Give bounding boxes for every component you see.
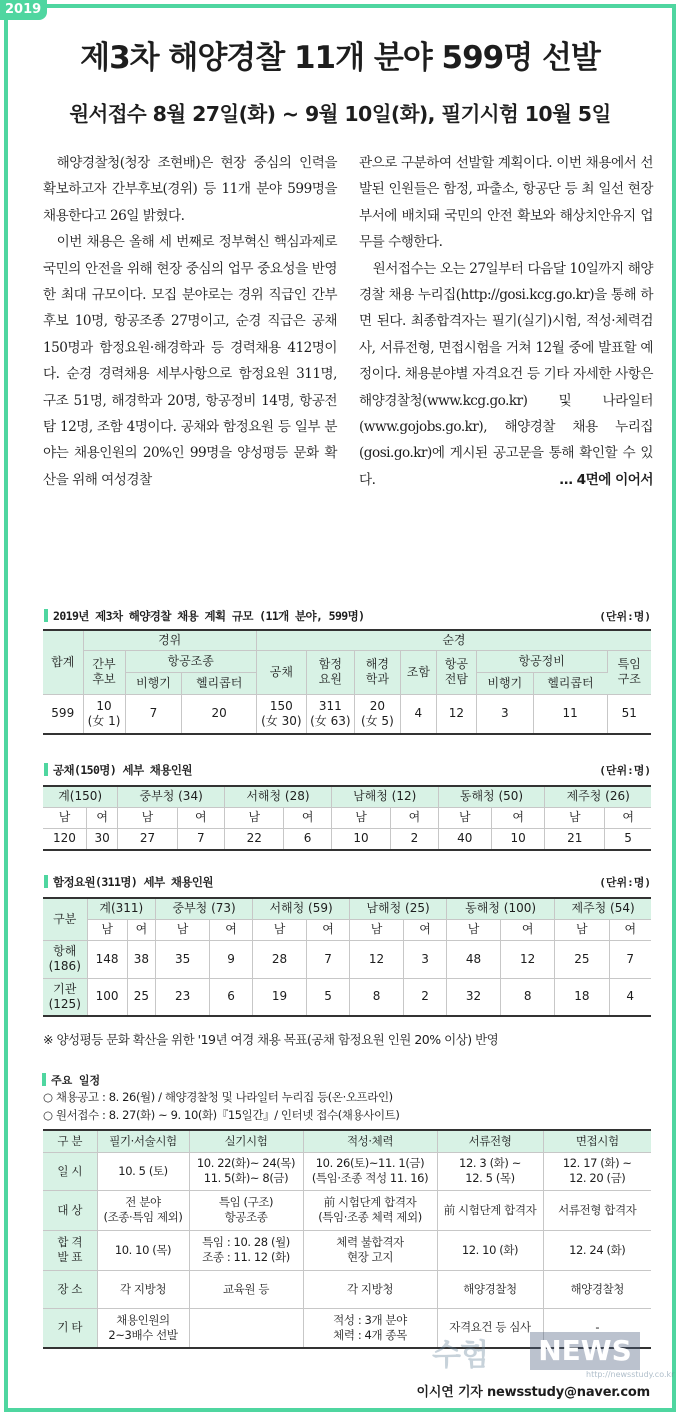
cell-hamjeong: 311 (女 63) — [306, 694, 354, 734]
schedule-title: 주요 일정 — [45, 1072, 100, 1088]
value-cell: 8 — [501, 978, 555, 1016]
article-column-right — [359, 150, 653, 493]
sex-male: 남 — [156, 919, 210, 940]
header-gujo: 특임 구조 — [607, 650, 651, 694]
article-body — [43, 150, 653, 493]
gongchae-title: 공채(150명) 세부 채용인원 — [47, 762, 192, 778]
sex-male: 남 — [331, 807, 390, 828]
watermark-text: 수험 — [432, 1338, 488, 1373]
value-cell: 3 — [403, 940, 446, 978]
article-paragraph: 해양경찰청(청장 조현배)은 현장 중심의 인력을 확보하고자 간부후보(경위) 등 11개 분야 599명을 채용한다고 26일 밝혔다. — [43, 155, 337, 224]
value-cell: 30 — [86, 828, 117, 850]
value-cell: 28 — [253, 940, 307, 978]
region-header: 동해청 (50) — [438, 786, 545, 807]
cell-gujo: 51 — [607, 694, 651, 734]
sex-female: 여 — [501, 919, 555, 940]
schedule-cell: 前 시험단계 합격자 — [437, 1190, 543, 1230]
article-column-left — [43, 150, 337, 493]
policy-note: ※ 양성평등 문화 확산을 위한 '19년 여경 채용 목표(공채 함정요원 인원 20% 이상) 반영 — [43, 1032, 499, 1047]
article-paragraph: 관으로 구분하여 선발할 계획이다. 이번 채용에서 선발된 인원들은 함정, 파출소, 항공단 등 최 일선 현장 부서에 배치돼 국민의 안전 확보와 해상치안유지 업무를 수행한다. — [359, 155, 653, 251]
region-header: 서해청 (59) — [253, 898, 350, 919]
value-cell: 2 — [391, 828, 438, 850]
value-cell: 8 — [350, 978, 404, 1016]
recruit-plan-header — [43, 606, 651, 626]
value-cell: 100 — [87, 978, 127, 1016]
region-header: 제주청 (54) — [555, 898, 651, 919]
row-label: 기관 (125) — [43, 978, 87, 1016]
value-cell: 25 — [555, 940, 609, 978]
value-cell: 148 — [87, 940, 127, 978]
sex-male: 남 — [87, 919, 127, 940]
value-cell: 12 — [501, 940, 555, 978]
continued-link[interactable]: … 4면에 이어서 — [559, 471, 653, 488]
unit-label: (단위:명) — [599, 764, 651, 777]
cell-total: 599 — [43, 694, 83, 734]
hamjeong-table — [43, 897, 651, 1017]
header-bihaeng: 비행기 — [476, 672, 533, 694]
schedule-cell: 교육원 등 — [189, 1270, 303, 1308]
schedule-cell: 해양경찰청 — [543, 1270, 651, 1308]
header-bihaeng: 비행기 — [125, 672, 182, 694]
schedule-cell: 10. 26(토)~11. 1(금) (특임·조종 적성 11. 16) — [303, 1152, 437, 1190]
header-haegyeong: 해경 학과 — [354, 650, 400, 694]
gongchae-section — [43, 760, 651, 851]
sex-male: 남 — [43, 807, 86, 828]
schedule-line: ○ 원서접수 : 8. 27(화) ~ 9. 10(화)『15일간』/ 인터넷 접수(채용사이트) — [43, 1108, 400, 1122]
value-cell: 32 — [447, 978, 501, 1016]
recruit-plan-section — [43, 606, 651, 735]
recruit-plan-title: 2019년 제3차 해양경찰 채용 계획 규모 (11개 분야, 599명) — [47, 608, 364, 624]
schedule-cell: 전 분야 (조종·특임 제외) — [97, 1190, 189, 1230]
schedule-cell — [189, 1308, 303, 1348]
schedule-cell: 특임 : 10. 28 (월) 조종 : 11. 12 (화) — [189, 1230, 303, 1270]
header-sg: 순경 — [256, 630, 651, 650]
cell-joham: 4 — [400, 694, 436, 734]
schedule-cell: 10. 10 (목) — [97, 1230, 189, 1270]
value-cell: 18 — [555, 978, 609, 1016]
cell-bihaeng: 3 — [476, 694, 533, 734]
article-paragraph: 이번 채용은 올해 세 번째로 정부혁신 핵심과제로 국민의 안전을 위해 현장 중심의 업무 중요성을 반영한 최대 규모이다. 모집 분야로는 경위 직급인 간부후보 10명, 항공조종 27명이고, 순경 직급은 공채 150명과 함정요원·해경학과 등 경력채용 412명이다. 순경 경력채용 세부사항으로 함정요원 311명, 구조 51명, 해경학과 20명, 항공정비 14명, 항공전탐 12명, 조함 4명이다. 공채와 함정요원 등 일부 분야는 채용인원의 20%인 99명을 양성평등 문화 확산을 위해 여성경찰 — [43, 234, 337, 488]
sex-female: 여 — [609, 919, 651, 940]
gongchae-header — [43, 760, 651, 780]
sex-male: 남 — [350, 919, 404, 940]
schedule-cell: 자격요건 등 심사 — [437, 1308, 543, 1348]
sex-male: 남 — [555, 919, 609, 940]
schedule-row-label: 기 타 — [43, 1308, 97, 1348]
schedule-cell: 12. 10 (화) — [437, 1230, 543, 1270]
region-header: 중부청 (73) — [156, 898, 253, 919]
article-paragraph-text: 원서접수는 오는 27일부터 다음달 10일까지 해양경찰 채용 누리집(http://gosi.kcg.go.kr)을 통해 하면 된다. 최종합격자는 필기(실기)시험, 적성·체력검사, 서류전형, 면접시험을 거쳐 12월 중에 발표할 예정이다. 채용분야별 자격요건 등 기타 자세한 사항은 해양경찰청(www.kcg.go.kr) 및 나라일터(www.gojobs.go.kr), 해양경찰 채용 누리집(gosi.go.kr)에 게시된 공고문을 통해 확인할 수 있다. — [359, 260, 653, 488]
header-hamjeong: 함정 요원 — [306, 650, 354, 694]
cell-heli: 20 — [182, 694, 256, 734]
recruit-plan-table — [43, 629, 651, 735]
schedule-cell: 12. 17 (화) ~ 12. 20 (금) — [543, 1152, 651, 1190]
value-cell: 2 — [403, 978, 446, 1016]
header-jeontam: 항공 전탐 — [436, 650, 476, 694]
value-cell: 10 — [491, 828, 544, 850]
region-header: 중부청 (34) — [118, 786, 225, 807]
value-cell: 35 — [156, 940, 210, 978]
unit-label: (단위:명) — [599, 610, 651, 623]
region-header: 남해청 (25) — [350, 898, 447, 919]
header-total: 합계 — [43, 630, 83, 694]
schedule-header: 실기시험 — [189, 1130, 303, 1152]
schedule-header: 적성·체력 — [303, 1130, 437, 1152]
sex-female: 여 — [86, 807, 117, 828]
sub-headline: 원서접수 8월 27일(화) ~ 9월 10일(화), 필기시험 10월 5일 — [69, 102, 611, 126]
cell-heli: 11 — [533, 694, 607, 734]
value-cell: 5 — [605, 828, 651, 850]
schedule-header: 서류전형 — [437, 1130, 543, 1152]
value-cell: 12 — [350, 940, 404, 978]
gongchae-table — [43, 785, 651, 851]
region-header: 남해청 (12) — [331, 786, 438, 807]
year-tab: 2019 — [0, 0, 47, 20]
schedule-header: 필기·서술시험 — [97, 1130, 189, 1152]
sex-female: 여 — [391, 807, 438, 828]
schedule-table — [43, 1129, 651, 1349]
header-joham: 조함 — [400, 650, 436, 694]
schedule-cell: 적성 : 3개 분야 체력 : 4개 종목 — [303, 1308, 437, 1348]
schedule-cell: 12. 24 (화) — [543, 1230, 651, 1270]
schedule-cell: 채용인원의 2~3배수 선발 — [97, 1308, 189, 1348]
sex-male: 남 — [253, 919, 307, 940]
region-header: 계(311) — [87, 898, 156, 919]
schedule-cell: 해양경찰청 — [437, 1270, 543, 1308]
schedule-cell: - — [543, 1308, 651, 1348]
header-hanggong: 항공조종 — [125, 650, 256, 672]
sex-female: 여 — [177, 807, 224, 828]
sex-female: 여 — [307, 919, 350, 940]
value-cell: 40 — [438, 828, 491, 850]
schedule-row-label: 대 상 — [43, 1190, 97, 1230]
cell-jeontam: 12 — [436, 694, 476, 734]
sex-male: 남 — [118, 807, 177, 828]
schedule-cell: 10. 5 (토) — [97, 1152, 189, 1190]
region-header: 동해청 (100) — [447, 898, 555, 919]
cell-gongchae: 150 (女 30) — [256, 694, 306, 734]
value-cell: 25 — [127, 978, 155, 1016]
schedule-cell: 12. 3 (화) ~ 12. 5 (목) — [437, 1152, 543, 1190]
headline: 제3차 해양경찰 11개 분야 599명 선발 — [80, 40, 600, 76]
value-cell: 10 — [331, 828, 390, 850]
header-gongchae: 공채 — [256, 650, 306, 694]
header-heli: 헬리콥터 — [533, 672, 607, 694]
schedule-cell: 前 시험단계 합격자 (특임·조종 체력 제외) — [303, 1190, 437, 1230]
schedule-cell: 10. 22(화)~ 24(목) 11. 5(화)~ 8(금) — [189, 1152, 303, 1190]
value-cell: 48 — [447, 940, 501, 978]
value-cell: 19 — [253, 978, 307, 1016]
article-paragraph — [359, 256, 653, 494]
value-cell: 6 — [210, 978, 253, 1016]
region-header: 서해청 (28) — [225, 786, 332, 807]
value-cell: 23 — [156, 978, 210, 1016]
value-cell: 9 — [210, 940, 253, 978]
value-cell: 5 — [307, 978, 350, 1016]
sex-female: 여 — [605, 807, 651, 828]
value-cell: 22 — [225, 828, 284, 850]
value-cell: 4 — [609, 978, 651, 1016]
schedule-header: 구 분 — [43, 1130, 97, 1152]
sex-female: 여 — [284, 807, 331, 828]
sex-male: 남 — [447, 919, 501, 940]
sex-female: 여 — [491, 807, 544, 828]
sex-male: 남 — [225, 807, 284, 828]
schedule-cell: 체력 불합격자 현장 고지 — [303, 1230, 437, 1270]
value-cell: 38 — [127, 940, 155, 978]
cell-bihaeng: 7 — [125, 694, 182, 734]
schedule-cell: 각 지방청 — [303, 1270, 437, 1308]
watermark-logo: NEWS — [530, 1332, 640, 1370]
schedule-row-label: 장 소 — [43, 1270, 97, 1308]
region-header: 제주청 (26) — [545, 786, 651, 807]
schedule-row-label: 일 시 — [43, 1152, 97, 1190]
sex-female: 여 — [127, 919, 155, 940]
header-heli: 헬리콥터 — [182, 672, 256, 694]
header-gw: 경위 — [83, 630, 256, 650]
value-cell: 7 — [177, 828, 224, 850]
value-cell: 27 — [118, 828, 177, 850]
hamjeong-header — [43, 872, 651, 892]
sex-female: 여 — [403, 919, 446, 940]
byline: 이시연 기자 newsstudy@naver.com — [416, 1385, 650, 1400]
watermark-url: http://newsstudy.co.kr — [586, 1370, 675, 1379]
schedule-cell: 특임 (구조) 항공조종 — [189, 1190, 303, 1230]
schedule-row-label: 합 격 발 표 — [43, 1230, 97, 1270]
row-label: 항해 (186) — [43, 940, 87, 978]
schedule-cell: 각 지방청 — [97, 1270, 189, 1308]
region-header: 계(150) — [43, 786, 118, 807]
cell-ganbu: 10 (女 1) — [83, 694, 125, 734]
header-div: 구분 — [43, 898, 87, 940]
cell-haegyeong: 20 (女 5) — [354, 694, 400, 734]
unit-label: (단위:명) — [599, 876, 651, 889]
value-cell: 21 — [545, 828, 605, 850]
schedule-cell: 서류전형 합격자 — [543, 1190, 651, 1230]
value-cell: 120 — [43, 828, 86, 850]
value-cell: 7 — [609, 940, 651, 978]
hamjeong-section — [43, 872, 651, 1017]
sex-female: 여 — [210, 919, 253, 940]
sex-male: 남 — [438, 807, 491, 828]
schedule-header: 면접시험 — [543, 1130, 651, 1152]
value-cell: 7 — [307, 940, 350, 978]
schedule-line: ○ 채용공고 : 8. 26(월) / 해양경찰청 및 나라일터 누리집 등(온·오프라인) — [43, 1090, 393, 1104]
header-ganbu: 간부 후보 — [83, 650, 125, 694]
sex-male: 남 — [545, 807, 605, 828]
header-jeongbi: 항공정비 — [476, 650, 607, 672]
value-cell: 6 — [284, 828, 331, 850]
hamjeong-title: 함정요원(311명) 세부 채용인원 — [47, 874, 213, 890]
